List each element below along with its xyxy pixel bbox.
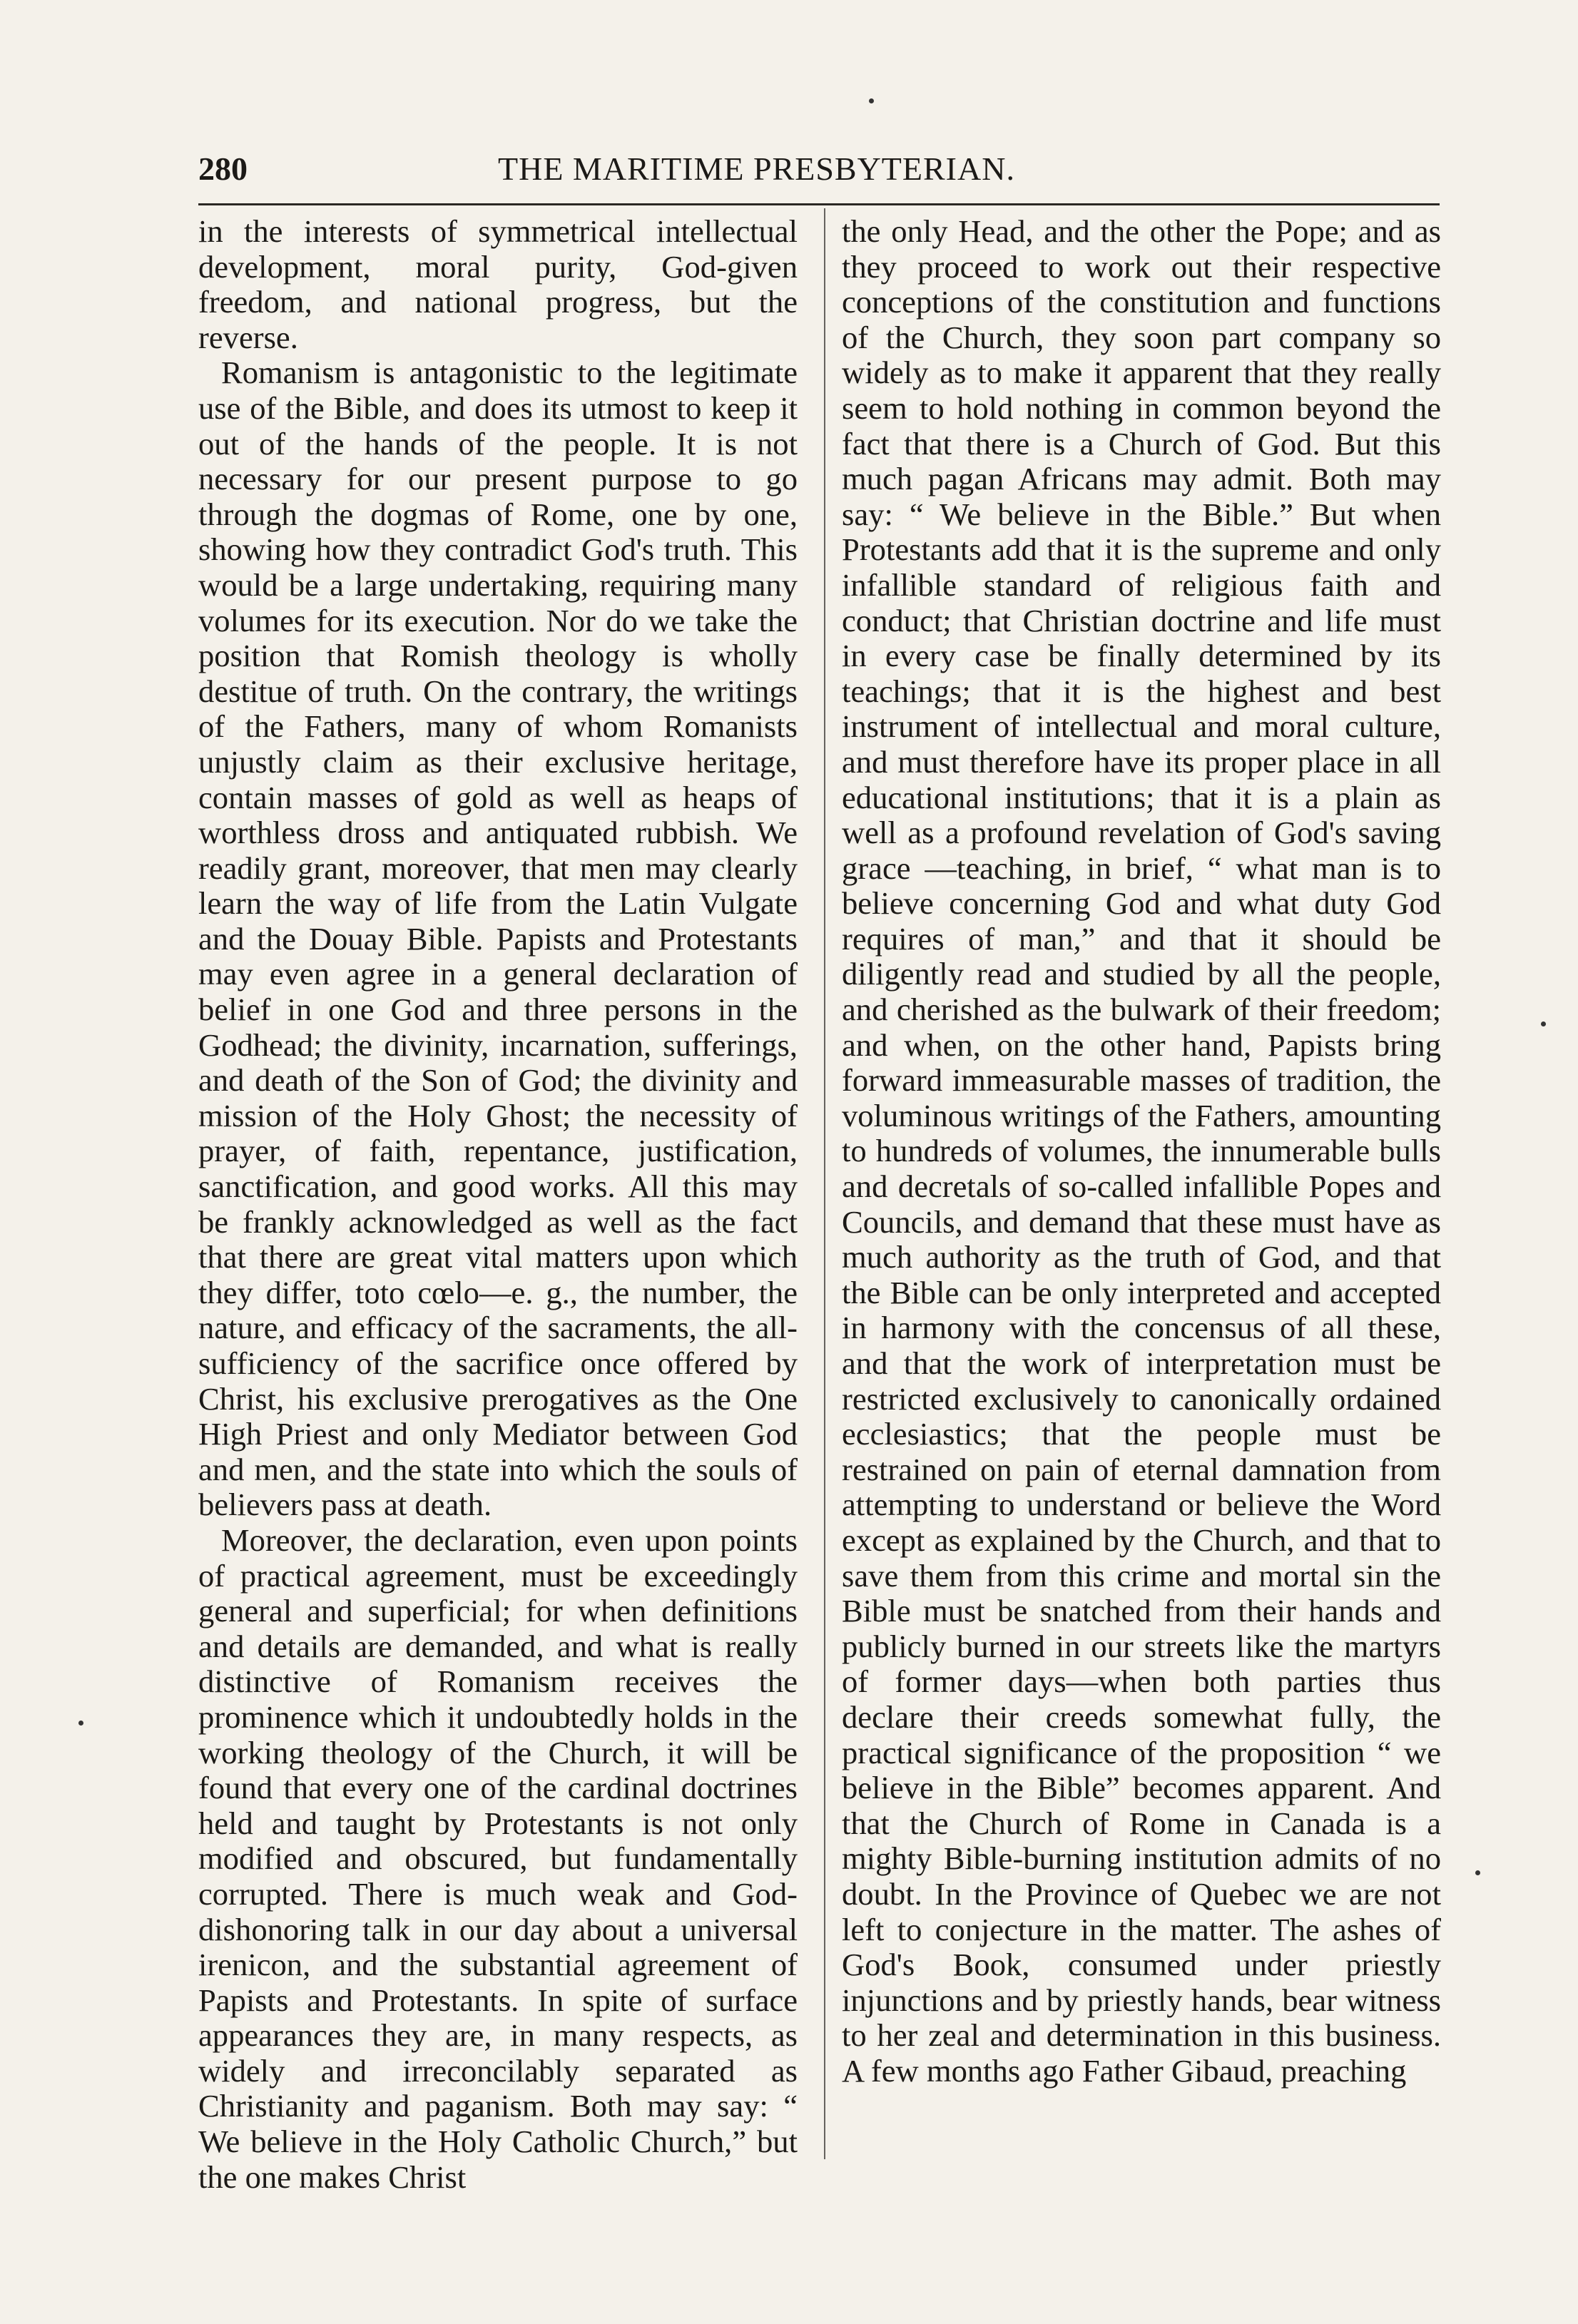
page-number: 280	[198, 151, 248, 187]
print-speck	[1475, 1870, 1480, 1875]
page-header	[198, 143, 1440, 193]
print-speck	[1541, 1021, 1546, 1026]
print-speck	[869, 98, 874, 103]
running-title: THE MARITIME PRESBYTERIAN.	[498, 151, 1015, 187]
right-column	[842, 214, 1441, 2168]
paragraph: Romanism is antagonistic to the legitimate use of the Bible, and does its utmost to keep it out of the hands of the people. It is not necessary for our present purpose to go through the dogmas of Rome, one by one, showing how they contradict God's truth. This would be a large undertaking, requiring many volumes for its execution. Nor do we take the position that Romish theology is wholly destitue of truth. On the contrary, the writings of the Fathers, many of whom Romanists unjustly claim as their exclusive heritage, contain masses of gold as well as heaps of worthless dross and antiquated rubbish. We readily grant, moreover, that men may clearly learn the way of life from the Latin Vulgate and the Douay Bible. Papists and Protestants may even agree in a general declaration of belief in one God and three persons in the Godhead; the divinity, incarnation, sufferings, and death of the Son of God; the divinity and mission of the Holy Ghost; the necessity of prayer, of faith, repentance, justification, sanctification, and good works. All this may be frankly acknowledged as well as the fact that there are great vital matters upon which they differ, toto cœlo—e. g., the number, the nature, and efficacy of the sacraments, the all-sufficiency of the sacrifice once offered by Christ, his exclusive prerogatives as the One High Priest and only Mediator between God and men, and the state into which the souls of believers pass at death.	[198, 355, 798, 1523]
paragraph: the only Head, and the other the Pope; and as they proceed to work out their respective conceptions of the constitution and functions of the Church, they soon part company so widely as to make it apparent that they really seem to hold nothing in common beyond the fact that there is a Church of God. But this much pagan Africans may admit. Both may say: “ We believe in the Bible.” But when Protestants add that it is the supreme and only infallible standard of religious faith and conduct; that Christian doctrine and life must in every case be finally determined by its teachings; that it is the highest and best instrument of intellectual and moral culture, and must therefore have its proper place in all educational institutions; that it is a plain as well as a profound revelation of God's saving grace —teaching, in brief, “ what man is to believe concerning God and what duty God requires of man,” and that it should be diligently read and studied by all the people, and cherished as the bulwark of their freedom; and when, on the other hand, Papists bring forward immeasurable masses of tradition, the voluminous writings of the Fathers, amounting to hundreds of volumes, the innumerable bulls and decretals of so-called infallible Popes and Councils, and demand that these must have as much authority as the truth of God, and that the Bible can be only interpreted and accepted in harmony with the concensus of all these, and that the work of interpretation must be restricted exclusively to canonically ordained ecclesiastics; that the people must be restrained on pain of eternal damnation from attempting to understand or believe the Word except as explained by the Church, and that to save them from this crime and mortal sin the Bible must be snatched from their hands and publicly burned in our streets like the martyrs of former days—when both parties thus declare their creeds somewhat fully, the practical significance of the proposition “ we believe in the Bible” becomes apparent. And that the Church of Rome in Canada is a mighty Bible-burning institution admits of no doubt. In the Province of Quebec we are not left to conjecture in the matter. The ashes of God's Book, consumed under priestly injunctions and by priestly hands, bear witness to her zeal and determination in this business. A few months ago Father Gibaud, preaching	[842, 213, 1441, 2089]
column-divider	[824, 208, 825, 2159]
header-rule	[198, 203, 1440, 205]
print-speck	[78, 1721, 83, 1726]
left-column	[198, 213, 798, 2195]
paragraph: in the interests of symmetrical intellectual development, moral purity, God-given freedom, and national progress, but the reverse.	[198, 213, 798, 355]
paragraph: Moreover, the declaration, even upon points of practical agreement, must be exceedingly general and superficial; for when definitions and details are demanded, and what is really distinctive of Romanism receives the prominence which it undoubtedly holds in the working theology of the Church, it will be found that every one of the cardinal doctrines held and taught by Protestants is not only modified and obscured, but fundamentally corrupted. There is much weak and God-dishonoring talk in our day about a universal irenicon, and the substantial agreement of Papists and Protestants. In spite of surface appearances they are, in many respects, as widely and irreconcilably separated as Christianity and paganism. Both may say: “ We believe in the Holy Catholic Church,” but the one makes Christ	[198, 1522, 798, 2195]
